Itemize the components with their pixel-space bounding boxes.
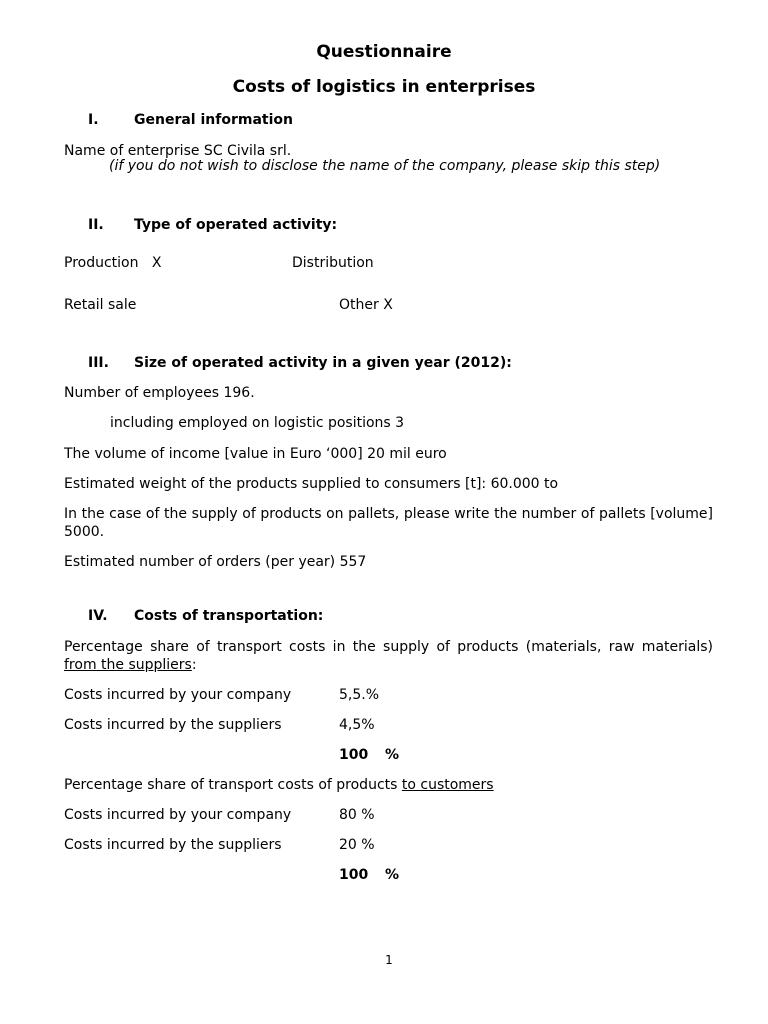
section-4-heading: Costs of transportation: <box>134 608 324 624</box>
customer-intro-text: Percentage share of transport costs of products <box>64 777 402 793</box>
customer-row-label: Costs incurred by your company <box>64 807 292 823</box>
logistic-positions-count: including employed on logistic positions 3 <box>110 415 405 431</box>
products-weight: Estimated weight of the products supplied to consumers [t]: 60.000 to <box>64 476 559 492</box>
activity-distribution: Distribution <box>292 255 374 271</box>
supply-total-percent-sign: % <box>385 747 400 763</box>
supply-intro-underlined: from the suppliers <box>64 657 192 673</box>
section-3-number: III. <box>88 355 109 371</box>
enterprise-name-line: Name of enterprise SC Civila srl. <box>64 143 292 159</box>
section-2-heading: Type of operated activity: <box>134 217 338 233</box>
orders-count: Estimated number of orders (per year) 557 <box>64 554 367 570</box>
supply-transport-intro <box>64 638 713 674</box>
supply-intro-end: : <box>191 657 197 673</box>
supply-row-value: 4,5% <box>339 717 375 733</box>
customer-total: 100 <box>339 867 369 883</box>
document-title: Questionnaire <box>316 42 452 62</box>
income-volume: The volume of income [value in Euro ‘000] 20 mil euro <box>64 446 447 462</box>
pallets-count: In the case of the supply of products on pallets, please write the number of pallets [volume] 5000. <box>64 506 713 540</box>
page-number: 1 <box>385 953 393 967</box>
employees-count: Number of employees 196. <box>64 385 255 401</box>
section-1-number: I. <box>88 112 99 128</box>
customer-row-value: 20 % <box>339 837 375 853</box>
section-2-number: II. <box>88 217 104 233</box>
supply-row-label: Costs incurred by your company <box>64 687 292 703</box>
section-3-heading: Size of operated activity in a given year (2012): <box>134 355 512 371</box>
customer-row-value: 80 % <box>339 807 375 823</box>
supply-row-label: Costs incurred by the suppliers <box>64 717 282 733</box>
activity-retail-sale: Retail sale <box>64 297 137 313</box>
document-subtitle: Costs of logistics in enterprises <box>232 77 536 97</box>
supply-total: 100 <box>339 747 369 763</box>
section-1-heading: General information <box>134 112 293 128</box>
activity-other: Other X <box>339 297 393 313</box>
customer-transport-intro <box>64 776 494 794</box>
customer-intro-underlined: to customers <box>401 777 494 793</box>
supply-intro-text: Percentage share of transport costs in the supply of products (materials, raw materials) <box>64 639 713 655</box>
customer-row-label: Costs incurred by the suppliers <box>64 837 282 853</box>
supply-row-value: 5,5.% <box>339 687 380 703</box>
disclosure-note: (if you do not wish to disclose the name of the company, please skip this step) <box>109 158 661 174</box>
customer-total-percent-sign: % <box>385 867 400 883</box>
section-4-number: IV. <box>88 608 108 624</box>
activity-production: Production X <box>64 255 162 271</box>
